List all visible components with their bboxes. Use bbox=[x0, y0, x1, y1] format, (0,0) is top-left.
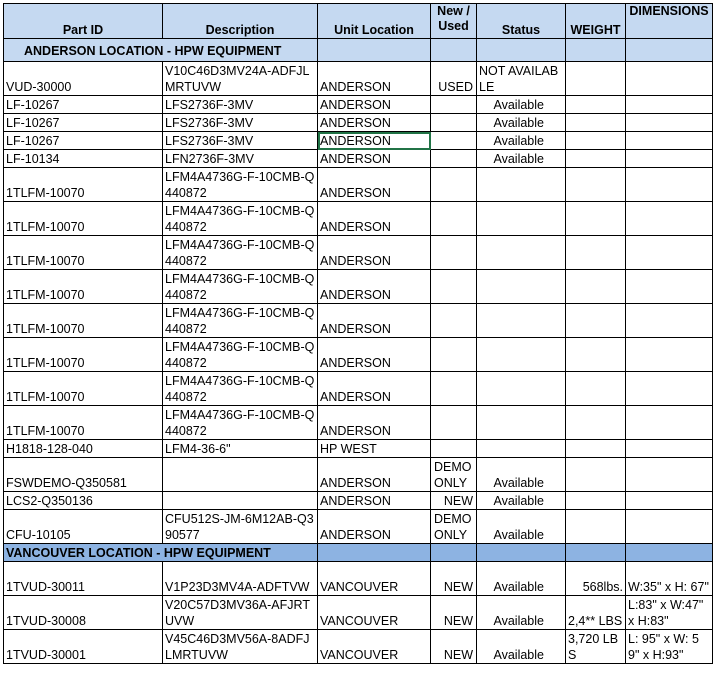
new-used-cell[interactable] bbox=[431, 372, 477, 406]
part-id-cell[interactable]: LF-10267 bbox=[4, 132, 163, 150]
table-row bbox=[4, 596, 713, 630]
status-cell[interactable]: Available bbox=[477, 96, 566, 114]
new-used-cell[interactable] bbox=[431, 304, 477, 338]
new-used-cell[interactable] bbox=[431, 202, 477, 236]
status-cell[interactable]: Available bbox=[477, 114, 566, 132]
location-cell[interactable]: ANDERSON bbox=[318, 372, 431, 406]
part-id-cell[interactable]: LF-10267 bbox=[4, 114, 163, 132]
status-cell[interactable] bbox=[477, 338, 566, 372]
dimensions-cell[interactable] bbox=[626, 372, 713, 406]
section-cell[interactable] bbox=[477, 39, 566, 62]
status-cell[interactable]: Available bbox=[477, 510, 566, 544]
description-cell[interactable]: LFM4A4736G-F-10CMB-Q440872 bbox=[163, 202, 318, 236]
dimensions-cell[interactable] bbox=[626, 132, 713, 150]
status-cell[interactable] bbox=[477, 236, 566, 270]
weight-cell[interactable] bbox=[566, 202, 626, 236]
status-cell[interactable]: Available bbox=[477, 596, 566, 630]
weight-cell[interactable] bbox=[566, 150, 626, 168]
new-used-cell[interactable]: DEMO ONLY bbox=[431, 458, 477, 492]
weight-cell[interactable] bbox=[566, 132, 626, 150]
section-cell[interactable] bbox=[477, 544, 566, 562]
new-used-cell[interactable]: NEW bbox=[431, 630, 477, 664]
location-cell[interactable]: ANDERSON bbox=[318, 168, 431, 202]
location-cell[interactable]: ANDERSON bbox=[318, 202, 431, 236]
location-cell[interactable]: VANCOUVER bbox=[318, 562, 431, 596]
dimensions-cell[interactable] bbox=[626, 458, 713, 492]
table-row bbox=[4, 304, 713, 338]
header-new-used[interactable]: New / Used bbox=[431, 4, 477, 39]
dimensions-cell[interactable] bbox=[626, 510, 713, 544]
location-cell[interactable]: ANDERSON bbox=[318, 236, 431, 270]
status-cell[interactable]: NOT AVAILABLE bbox=[477, 62, 566, 96]
part-id-cell[interactable]: LF-10134 bbox=[4, 150, 163, 168]
table-row bbox=[4, 562, 713, 596]
new-used-cell[interactable]: NEW bbox=[431, 492, 477, 510]
section-cell[interactable] bbox=[431, 544, 477, 562]
section-cell[interactable] bbox=[566, 39, 626, 62]
new-used-cell[interactable]: NEW bbox=[431, 562, 477, 596]
part-id-cell[interactable]: 1TLFM-10070 bbox=[4, 406, 163, 440]
location-cell[interactable]: ANDERSON bbox=[318, 96, 431, 114]
status-cell[interactable] bbox=[477, 406, 566, 440]
part-id-cell[interactable]: LF-10267 bbox=[4, 96, 163, 114]
status-cell[interactable]: Available bbox=[477, 132, 566, 150]
weight-cell[interactable] bbox=[566, 440, 626, 458]
description-cell[interactable]: LFN2736F-3MV bbox=[163, 150, 318, 168]
header-description[interactable]: Description bbox=[163, 4, 318, 39]
dimensions-cell[interactable] bbox=[626, 270, 713, 304]
weight-cell[interactable]: 568lbs. bbox=[566, 562, 626, 596]
status-cell[interactable]: Available bbox=[477, 458, 566, 492]
table-row bbox=[4, 630, 713, 664]
new-used-cell[interactable] bbox=[431, 114, 477, 132]
location-cell[interactable]: ANDERSON bbox=[318, 406, 431, 440]
dimensions-cell[interactable] bbox=[626, 440, 713, 458]
weight-cell[interactable]: 3,720 LBS bbox=[566, 630, 626, 664]
status-cell[interactable] bbox=[477, 372, 566, 406]
header-status[interactable]: Status bbox=[477, 4, 566, 39]
weight-cell[interactable]: 2,4** LBS bbox=[566, 596, 626, 630]
status-cell[interactable] bbox=[477, 440, 566, 458]
table-row bbox=[4, 270, 713, 304]
status-cell[interactable]: Available bbox=[477, 562, 566, 596]
equipment-spreadsheet bbox=[3, 3, 713, 664]
table-row bbox=[4, 132, 713, 150]
new-used-cell[interactable]: USED bbox=[431, 62, 477, 96]
location-cell[interactable]: ANDERSON bbox=[318, 150, 431, 168]
weight-cell[interactable] bbox=[566, 304, 626, 338]
new-used-cell[interactable] bbox=[431, 406, 477, 440]
section-cell[interactable] bbox=[566, 544, 626, 562]
dimensions-cell[interactable] bbox=[626, 202, 713, 236]
location-cell[interactable]: ANDERSON bbox=[318, 270, 431, 304]
part-id-cell[interactable]: 1TVUD-30011 bbox=[4, 562, 163, 596]
part-id-cell[interactable]: LCS2-Q350136 bbox=[4, 492, 163, 510]
part-id-cell[interactable]: VUD-30000 bbox=[4, 62, 163, 96]
header-row bbox=[4, 4, 713, 39]
weight-cell[interactable] bbox=[566, 510, 626, 544]
description-cell[interactable] bbox=[163, 458, 318, 492]
description-cell[interactable]: V10C46D3MV24A-ADFJLMRTUVW bbox=[163, 62, 318, 96]
part-id-cell[interactable]: 1TLFM-10070 bbox=[4, 304, 163, 338]
part-id-cell[interactable]: H1818-128-040 bbox=[4, 440, 163, 458]
table-row bbox=[4, 168, 713, 202]
weight-cell[interactable] bbox=[566, 270, 626, 304]
location-cell[interactable]: ANDERSON bbox=[318, 458, 431, 492]
weight-cell[interactable] bbox=[566, 62, 626, 96]
new-used-cell[interactable] bbox=[431, 440, 477, 458]
table-row bbox=[4, 406, 713, 440]
dimensions-cell[interactable]: L:83" x W:47" x H:83" bbox=[626, 596, 713, 630]
description-cell[interactable]: LFM4-36-6" bbox=[163, 440, 318, 458]
part-id-cell[interactable]: 1TLFM-10070 bbox=[4, 372, 163, 406]
part-id-cell[interactable]: 1TLFM-10070 bbox=[4, 270, 163, 304]
table-row bbox=[4, 202, 713, 236]
location-cell[interactable]: ANDERSON bbox=[318, 62, 431, 96]
table-row bbox=[4, 236, 713, 270]
section-cell[interactable] bbox=[626, 39, 713, 62]
description-cell[interactable]: V45C46D3MV56A-8ADFJLMRTUVW bbox=[163, 630, 318, 664]
section-cell[interactable] bbox=[626, 544, 713, 562]
description-cell[interactable]: LFS2736F-3MV bbox=[163, 96, 318, 114]
header-unit-location[interactable]: Unit Location bbox=[318, 4, 431, 39]
weight-cell[interactable] bbox=[566, 96, 626, 114]
part-id-cell[interactable]: CFU-10105 bbox=[4, 510, 163, 544]
dimensions-cell[interactable]: L: 95" x W: 59" x H:93" bbox=[626, 630, 713, 664]
location-cell[interactable]: ANDERSON bbox=[318, 338, 431, 372]
section-cell[interactable] bbox=[318, 544, 431, 562]
part-id-cell[interactable]: 1TVUD-30001 bbox=[4, 630, 163, 664]
dimensions-cell[interactable] bbox=[626, 492, 713, 510]
section-title-anderson[interactable]: ANDERSON LOCATION - HPW EQUIPMENT bbox=[4, 39, 318, 62]
table-row bbox=[4, 440, 713, 458]
section-title-vancouver[interactable]: VANCOUVER LOCATION - HPW EQUIPMENT bbox=[4, 544, 318, 562]
section-vancouver bbox=[4, 544, 713, 562]
description-cell[interactable]: LFS2736F-3MV bbox=[163, 132, 318, 150]
description-cell[interactable]: V20C57D3MV36A-AFJRTUVW bbox=[163, 596, 318, 630]
status-cell[interactable] bbox=[477, 168, 566, 202]
header-dimensions[interactable]: DIMENSIONS bbox=[626, 4, 713, 39]
description-cell[interactable]: LFM4A4736G-F-10CMB-Q440872 bbox=[163, 304, 318, 338]
new-used-cell[interactable] bbox=[431, 236, 477, 270]
dimensions-cell[interactable] bbox=[626, 236, 713, 270]
new-used-cell[interactable]: DEMO ONLY bbox=[431, 510, 477, 544]
status-cell[interactable]: Available bbox=[477, 492, 566, 510]
weight-cell[interactable] bbox=[566, 492, 626, 510]
dimensions-cell[interactable] bbox=[626, 62, 713, 96]
new-used-cell[interactable] bbox=[431, 96, 477, 114]
header-part-id[interactable]: Part ID bbox=[4, 4, 163, 39]
dimensions-cell[interactable] bbox=[626, 338, 713, 372]
description-cell[interactable]: LFM4A4736G-F-10CMB-Q440872 bbox=[163, 270, 318, 304]
part-id-cell[interactable]: 1TLFM-10070 bbox=[4, 202, 163, 236]
section-anderson bbox=[4, 39, 713, 62]
table-row bbox=[4, 114, 713, 132]
description-cell[interactable]: LFM4A4736G-F-10CMB-Q440872 bbox=[163, 338, 318, 372]
new-used-cell[interactable] bbox=[431, 270, 477, 304]
description-cell[interactable]: LFM4A4736G-F-10CMB-Q440872 bbox=[163, 236, 318, 270]
location-cell[interactable]: ANDERSON bbox=[318, 492, 431, 510]
weight-cell[interactable] bbox=[566, 114, 626, 132]
description-cell[interactable]: LFS2736F-3MV bbox=[163, 114, 318, 132]
section-cell[interactable] bbox=[318, 39, 431, 62]
description-cell[interactable]: LFM4A4736G-F-10CMB-Q440872 bbox=[163, 372, 318, 406]
table-row bbox=[4, 62, 713, 96]
weight-cell[interactable] bbox=[566, 458, 626, 492]
part-id-cell[interactable]: 1TLFM-10070 bbox=[4, 338, 163, 372]
weight-cell[interactable] bbox=[566, 338, 626, 372]
part-id-cell[interactable]: 1TLFM-10070 bbox=[4, 236, 163, 270]
location-cell[interactable]: ANDERSON bbox=[318, 304, 431, 338]
part-id-cell[interactable]: 1TVUD-30008 bbox=[4, 596, 163, 630]
new-used-cell[interactable] bbox=[431, 150, 477, 168]
table-row bbox=[4, 372, 713, 406]
description-cell[interactable]: CFU512S-JM-6M12AB-Q390577 bbox=[163, 510, 318, 544]
header-weight[interactable]: WEIGHT bbox=[566, 4, 626, 39]
dimensions-cell[interactable]: W:35" x H: 67" bbox=[626, 562, 713, 596]
dimensions-cell[interactable] bbox=[626, 406, 713, 440]
table-row bbox=[4, 338, 713, 372]
dimensions-cell[interactable] bbox=[626, 114, 713, 132]
table-row bbox=[4, 510, 713, 544]
status-cell[interactable]: Available bbox=[477, 630, 566, 664]
part-id-cell[interactable]: FSWDEMO-Q350581 bbox=[4, 458, 163, 492]
table-row bbox=[4, 458, 713, 492]
location-cell[interactable]: VANCOUVER bbox=[318, 630, 431, 664]
dimensions-cell[interactable] bbox=[626, 150, 713, 168]
description-cell[interactable]: V1P23D3MV4A-ADFTVW bbox=[163, 562, 318, 596]
location-cell[interactable]: ANDERSON bbox=[318, 114, 431, 132]
weight-cell[interactable] bbox=[566, 168, 626, 202]
status-cell[interactable] bbox=[477, 270, 566, 304]
description-cell[interactable] bbox=[163, 492, 318, 510]
dimensions-cell[interactable] bbox=[626, 304, 713, 338]
table-row bbox=[4, 150, 713, 168]
location-cell[interactable]: VANCOUVER bbox=[318, 596, 431, 630]
description-cell[interactable]: LFM4A4736G-F-10CMB-Q440872 bbox=[163, 406, 318, 440]
weight-cell[interactable] bbox=[566, 406, 626, 440]
selected-location-cell[interactable]: ANDERSON bbox=[318, 132, 431, 150]
dimensions-cell[interactable] bbox=[626, 96, 713, 114]
status-cell[interactable] bbox=[477, 202, 566, 236]
new-used-cell[interactable]: NEW bbox=[431, 596, 477, 630]
part-id-cell[interactable]: 1TLFM-10070 bbox=[4, 168, 163, 202]
status-cell[interactable] bbox=[477, 304, 566, 338]
section-cell[interactable] bbox=[431, 39, 477, 62]
weight-cell[interactable] bbox=[566, 372, 626, 406]
description-cell[interactable]: LFM4A4736G-F-10CMB-Q440872 bbox=[163, 168, 318, 202]
new-used-cell[interactable] bbox=[431, 338, 477, 372]
new-used-cell[interactable] bbox=[431, 132, 477, 150]
location-cell[interactable]: ANDERSON bbox=[318, 510, 431, 544]
table-row bbox=[4, 96, 713, 114]
location-cell[interactable]: HP WEST bbox=[318, 440, 431, 458]
dimensions-cell[interactable] bbox=[626, 168, 713, 202]
table-row bbox=[4, 492, 713, 510]
status-cell[interactable]: Available bbox=[477, 150, 566, 168]
weight-cell[interactable] bbox=[566, 236, 626, 270]
new-used-cell[interactable] bbox=[431, 168, 477, 202]
